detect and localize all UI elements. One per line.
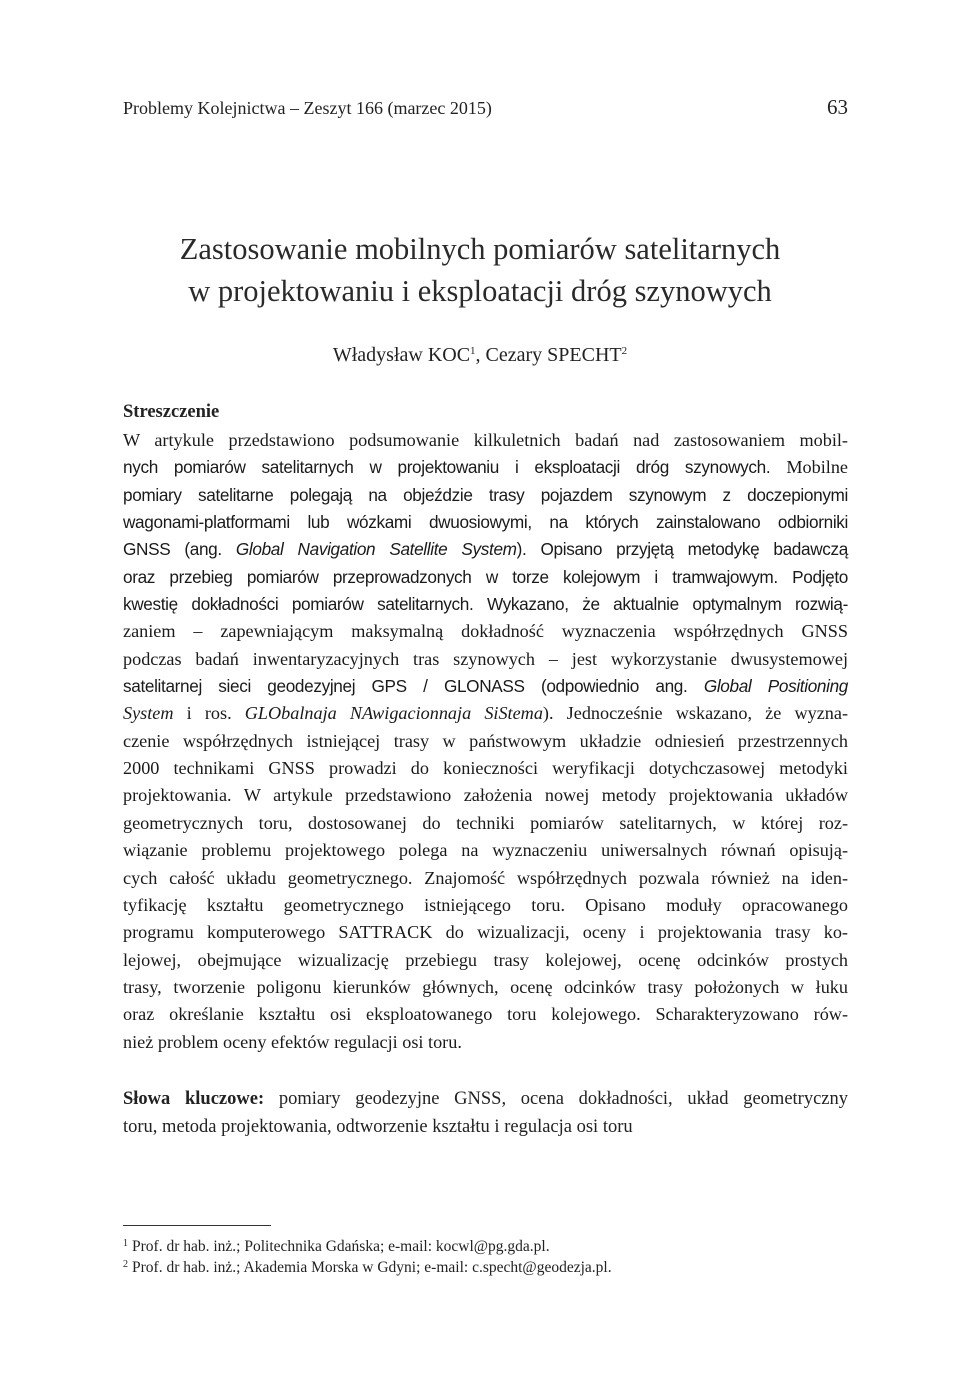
paper-title bbox=[0, 228, 960, 312]
abstract-line: W artykule przedstawiono podsumowanie kilkuletnich badań nad zastosowaniem mobil- bbox=[123, 430, 848, 450]
abstract-line: oraz przebieg pomiarów przeprowadzonych w torze kolejowym i tramwajowym. Podjęto bbox=[123, 566, 848, 587]
abstract-text: Mobilne bbox=[786, 457, 848, 478]
keywords-label: Słowa kluczowe: bbox=[123, 1089, 265, 1109]
abstract-line bbox=[123, 591, 848, 618]
footnote-text: Prof. dr hab. inż.; Politechnika Gdańska; e-mail: kocwl@pg.gda.pl. bbox=[132, 1238, 550, 1255]
abstract-line bbox=[123, 673, 848, 700]
keywords-text: pomiary geodezyjne GNSS, ocena dokładności, układ geometryczny bbox=[264, 1089, 848, 1109]
footnote-mark: 1 bbox=[123, 1238, 128, 1249]
abstract-body bbox=[123, 427, 848, 1056]
page-number: 63 bbox=[827, 95, 848, 119]
abstract-line: cych całość układu geometrycznego. Znajomość współrzędnych pozwala również na iden- bbox=[123, 867, 848, 888]
author-1-footnote-mark: 1 bbox=[470, 345, 476, 357]
abstract-line: projektowania. W artykule przedstawiono założenia nowej metody projektowania układów bbox=[123, 785, 848, 806]
abstract-line: lejowej, obejmujące wizualizację przebiegu trasy kolejowej, ocenę odcinków prostych bbox=[123, 949, 848, 970]
footnote bbox=[123, 1233, 612, 1254]
abstract-text: Wykazano, że aktualnie optymalnym rozwią- bbox=[473, 594, 848, 615]
abstract-line: podczas badań inwentaryzacyjnych tras szynowych – jest wykorzystanie dwusystemowej bbox=[123, 648, 848, 669]
abstract-line: geometrycznych toru, dostosowanej do techniki pomiarów satelitarnych, w której roz- bbox=[123, 812, 848, 833]
author-2: Cezary SPECHT bbox=[485, 344, 622, 366]
abstract-italic-term: Global Positioning bbox=[703, 676, 848, 697]
abstract-line: trasy, tworzenie poligonu kierunków głównych, ocenę odcinków trasy położonych w łuku bbox=[123, 976, 848, 997]
abstract-text: satelitarnej sieci geodezyjnej GPS / GLONASS (odpowiednio ang. bbox=[123, 676, 704, 697]
abstract-line bbox=[123, 700, 848, 727]
keywords bbox=[123, 1086, 848, 1141]
abstract-text: kwestię dokładności pomiarów satelitarnych. bbox=[123, 594, 474, 615]
keywords-line: toru, metoda projektowania, odtworzenie kształtu i regulacja osi toru bbox=[123, 1116, 633, 1137]
abstract-line: pomiary satelitarne polegają na objeździe trasy pojazdem szynowym z doczepionymi bbox=[123, 484, 848, 505]
abstract-text: i ros. bbox=[173, 703, 245, 724]
abstract-line: oraz określanie kształtu osi eksploatowanego toru kolejowego. Scharakteryzowano rów- bbox=[123, 1004, 848, 1025]
footnote-mark: 2 bbox=[123, 1259, 128, 1270]
abstract-heading: Streszczenie bbox=[123, 402, 220, 422]
abstract-text: ). Opisano przyjętą metodykę badawczą bbox=[516, 539, 848, 560]
abstract-italic-term: Global Navigation Satellite System bbox=[235, 539, 517, 560]
abstract-line: nież problem oceny efektów regulacji osi toru. bbox=[123, 1031, 462, 1052]
abstract-italic-term: System bbox=[123, 703, 174, 724]
footnotes bbox=[123, 1233, 612, 1275]
abstract-text: nych pomiarów satelitarnych w projektowaniu i eksploatacji dróg szynowych. bbox=[123, 457, 771, 478]
authors bbox=[0, 344, 960, 367]
footnote-rule bbox=[123, 1225, 271, 1226]
abstract-line: 2000 technikami GNSS prowadzi do konieczności weryfikacji dotychczasowej metodyki bbox=[123, 758, 848, 779]
abstract-line: programu komputerowego SATTRACK do wizualizacji, oceny i projektowania trasy ko- bbox=[123, 922, 848, 943]
abstract-line bbox=[123, 536, 848, 563]
abstract-line: zaniem – zapewniającym maksymalną dokładność wyznaczenia współrzędnych GNSS bbox=[123, 621, 848, 642]
abstract-line: wiązanie problemu projektowego polega na wyznaczeniu uniwersalnych równań opisują- bbox=[123, 840, 848, 861]
abstract-line: wagonami-platformami lub wózkami dwuosiowymi, na których zainstalowano odbiorniki bbox=[123, 512, 848, 533]
abstract-italic-term: GLObalnaja NAwigacionnaja SiStema bbox=[244, 703, 543, 724]
author-1: Władysław KOC bbox=[332, 344, 471, 366]
author-separator: , bbox=[475, 344, 486, 366]
keywords-line bbox=[123, 1086, 848, 1114]
title-line-1: Zastosowanie mobilnych pomiarów satelitarnych bbox=[179, 232, 781, 266]
abstract-text: ). Jednocześnie wskazano, że wyzna- bbox=[542, 703, 849, 724]
title-line-2: w projektowaniu i eksploatacji dróg szynowych bbox=[188, 274, 772, 308]
footnote bbox=[123, 1254, 612, 1275]
abstract-text: GNSS (ang. bbox=[123, 539, 236, 560]
abstract-line bbox=[123, 454, 848, 481]
abstract-line: tyfikację kształtu geometrycznego istniejącego toru. Opisano moduły opracowanego bbox=[123, 894, 848, 915]
author-2-footnote-mark: 2 bbox=[621, 345, 628, 357]
running-head: Problemy Kolejnictwa – Zeszyt 166 (marzec 2015) bbox=[123, 98, 492, 118]
footnote-text: Prof. dr hab. inż.; Akademia Morska w Gdyni; e-mail: c.specht@geodezja.pl. bbox=[132, 1259, 612, 1276]
abstract-line: czenie współrzędnych istniejącej trasy w państwowym układzie odniesień przestrzennych bbox=[123, 730, 848, 751]
